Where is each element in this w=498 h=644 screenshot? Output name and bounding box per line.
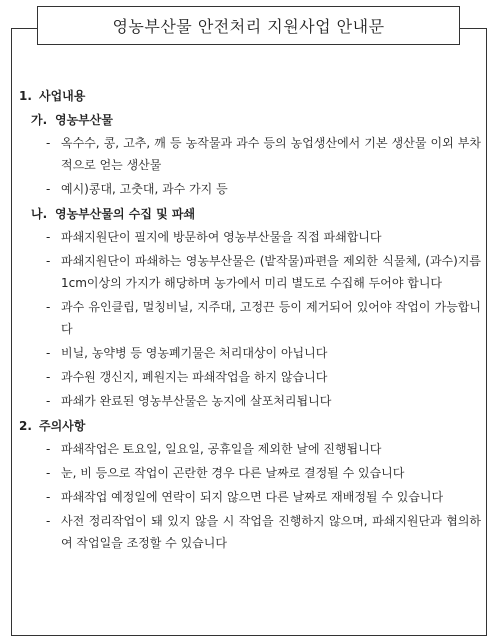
subsection-heading xyxy=(19,202,481,226)
document-body xyxy=(19,84,481,556)
dash-bullet: - xyxy=(46,466,51,480)
list-item: - 과수원 갱신지, 폐원지는 파쇄작업을 하지 않습니다 xyxy=(19,366,481,388)
list-item: - 파쇄지원단이 파쇄하는 영농부산물은 (밭작물)파편을 제외한 식물체, (과수)지름 1cm이상의 가지가 해당하며 농가에서 미리 별도로 수집해 두어야 합니다 xyxy=(19,250,481,294)
dash-bullet: - xyxy=(46,514,51,528)
subsection-number: 가. xyxy=(31,113,48,127)
subsection-title: 영농부산물 xyxy=(55,113,113,127)
dash-bullet: - xyxy=(46,300,51,314)
dash-bullet: - xyxy=(46,394,51,408)
section-heading xyxy=(19,84,481,108)
dash-bullet: - xyxy=(46,490,51,504)
dash-bullet: - xyxy=(46,230,51,244)
list-item: - 옥수수, 콩, 고추, 깨 등 농작물과 과수 등의 농업생산에서 기본 생산물 이외 부차적으로 얻는 생산물 xyxy=(19,132,481,176)
list-item: - 파쇄작업은 토요일, 일요일, 공휴일을 제외한 날에 진행됩니다 xyxy=(19,438,481,460)
list-item: - 파쇄가 완료된 영농부산물은 농지에 살포처리됩니다 xyxy=(19,390,481,412)
dash-bullet: - xyxy=(46,346,51,360)
dash-bullet: - xyxy=(46,136,51,150)
section-number: 1. xyxy=(19,89,32,103)
dash-bullet: - xyxy=(46,254,51,268)
dash-bullet: - xyxy=(46,370,51,384)
section-heading xyxy=(19,414,481,438)
section-title: 주의사항 xyxy=(39,419,86,433)
list-item: - 눈, 비 등으로 작업이 곤란한 경우 다른 날짜로 결정될 수 있습니다 xyxy=(19,462,481,484)
list-item: - 사전 정리작업이 돼 있지 않을 시 작업을 진행하지 않으며, 파쇄지원단과 협의하여 작업일을 조정할 수 있습니다 xyxy=(19,510,481,554)
list-item: - 비닐, 농약병 등 영농폐기물은 처리대상이 아닙니다 xyxy=(19,342,481,364)
section-title: 사업내용 xyxy=(39,89,86,103)
subsection-heading xyxy=(19,108,481,132)
document-title: 영농부산물 안전처리 지원사업 안내문 xyxy=(112,17,385,36)
list-item: - 예시)콩대, 고춧대, 과수 가지 등 xyxy=(19,178,481,200)
dash-bullet: - xyxy=(46,182,51,196)
list-item: - 과수 유인클립, 멀칭비닐, 지주대, 고정끈 등이 제거되어 있어야 작업이 가능합니다 xyxy=(19,296,481,340)
list-item: - 파쇄작업 예정일에 연락이 되지 않으면 다른 날짜로 재배정될 수 있습니다 xyxy=(19,486,481,508)
dash-bullet: - xyxy=(46,442,51,456)
subsection-title: 영농부산물의 수집 및 파쇄 xyxy=(55,207,196,221)
subsection-number: 나. xyxy=(31,207,48,221)
list-item: - 파쇄지원단이 필지에 방문하여 영농부산물을 직접 파쇄합니다 xyxy=(19,226,481,248)
title-box xyxy=(37,6,460,45)
section-number: 2. xyxy=(19,419,32,433)
